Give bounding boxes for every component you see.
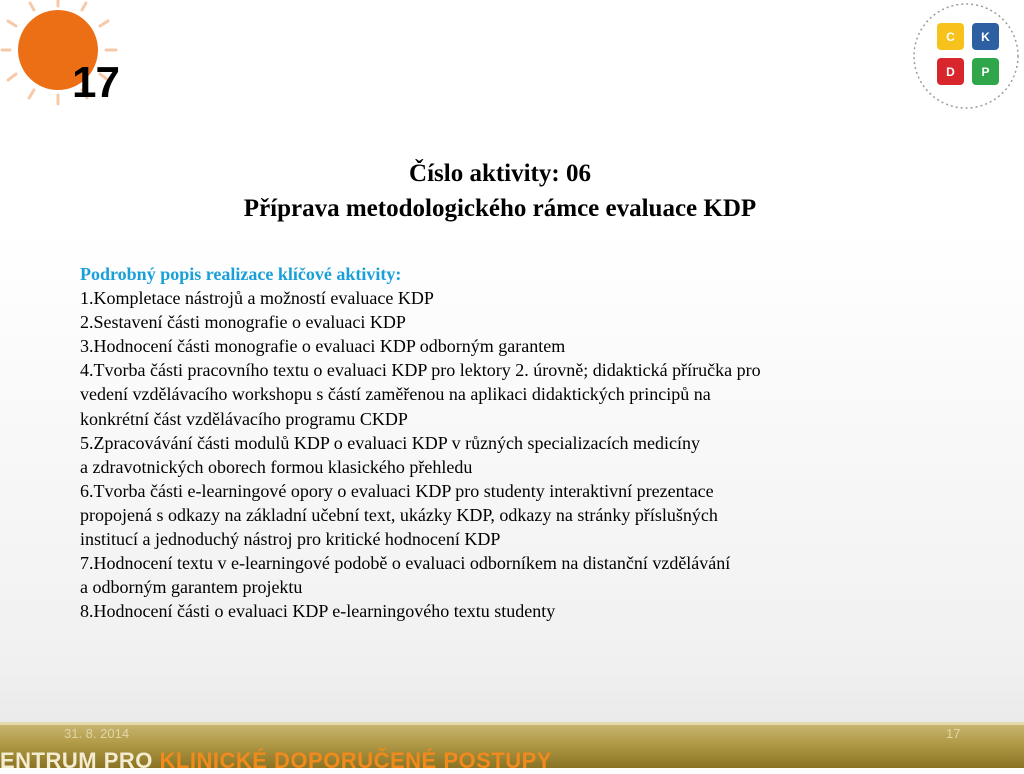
- slide-number: 17: [72, 58, 119, 107]
- ckdp-logo-icon: [910, 0, 1022, 112]
- activity-description: [80, 262, 960, 623]
- list-item: vedení vzdělávacího workshopu s částí zaměřenou na aplikaci didaktických principů na: [80, 384, 711, 405]
- logo-letter-p: P: [981, 65, 990, 79]
- footer-date: 31. 8. 2014: [64, 726, 130, 741]
- logo-letter-d: D: [946, 65, 955, 79]
- list-item: 5.Zpracovávání části modulů KDP o evaluaci KDP v různých specializacích medicíny: [80, 432, 700, 453]
- list-item: a zdravotnických oborech formou klasického přehledu: [80, 456, 473, 477]
- list-item: a odborným garantem projektu: [80, 577, 303, 598]
- activity-number-title: Číslo aktivity: 06: [409, 160, 591, 187]
- footer-brand: [0, 748, 552, 774]
- list-item: 1.Kompletace nástrojů a možností evaluace KDP: [80, 288, 434, 309]
- list-item: konkrétní část vzdělávacího programu CKDP: [80, 408, 408, 429]
- footer-brand-prefix: ENTRUM PRO: [0, 748, 153, 773]
- list-item: 3.Hodnocení části monografie o evaluaci KDP odborným garantem: [80, 336, 566, 357]
- list-item: 8.Hodnocení části o evaluaci KDP e-learningového textu studenty: [80, 601, 556, 622]
- footer-divider: [0, 722, 1024, 725]
- footer-brand-accent: KLINICKÉ DOPORUČENÉ POSTUPY: [159, 748, 552, 773]
- list-item: 6.Tvorba části e-learningové opory o evaluaci KDP pro studenty interaktivní prezentace: [80, 480, 714, 501]
- list-item: propojená s odkazy na základní učební text, ukázky KDP, odkazy na stránky příslušných: [80, 504, 718, 525]
- list-item: 7.Hodnocení textu v e-learningové podobě o evaluaci odborníkem na distanční vzdělávání: [80, 553, 731, 574]
- description-heading: Podrobný popis realizace klíčové aktivity:: [80, 264, 402, 284]
- activity-name-title: Příprava metodologického rámce evaluace KDP: [243, 195, 757, 222]
- list-item: 4.Tvorba části pracovního textu o evaluaci KDP pro lektory 2. úrovně; didaktická příručka pro: [80, 360, 761, 381]
- footer-page-number: 17: [946, 726, 961, 741]
- logo-letter-k: K: [981, 30, 990, 44]
- logo-letter-c: C: [946, 30, 955, 44]
- list-item: institucí a jednoduchý nástroj pro kritické hodnocení KDP: [80, 529, 501, 550]
- list-item: 2.Sestavení části monografie o evaluaci KDP: [80, 312, 406, 333]
